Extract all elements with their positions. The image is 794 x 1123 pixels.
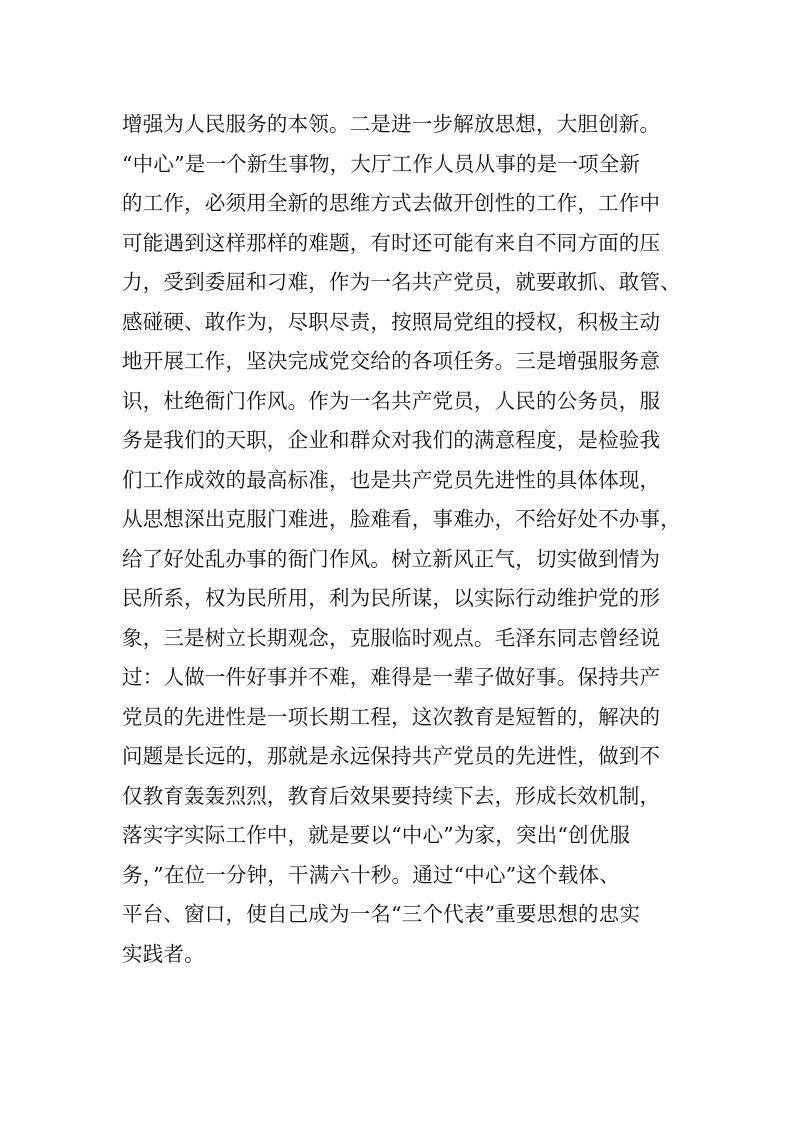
text-line: 务是我们的天职，企业和群众对我们的满意程度，是检验我 [122,428,661,452]
text-line: 仅教育轰轰烈烈，教育后效果要持续下去，形成长效机制， [122,783,661,808]
body-text [122,105,682,974]
text-line: 落实字实际工作中，就是要以“中心”为家，突出“创优服 [122,823,631,847]
text-line: 识，杜绝衙门作风。作为一名共产党员，人民的公务员，服 [122,388,661,413]
text-line: 力，受到委屈和刁难，作为一名共产党员，就要敢抓、敢管、 [122,270,681,294]
text-line: 民所系，权为民所用，利为民所谋，以实际行动维护党的形 [122,586,661,610]
text-line: 从思想深出克服门难进，脸难看，事难办，不给好处不办事， [122,507,681,531]
text-line: 党员的先进性是一项长期工程，这次教育是短暂的，解决的 [122,704,661,729]
text-line: 实践者。 [122,941,205,966]
text-line: 感碰硬、敢作为，尽职尽责，按照局党组的授权，积极主动 [122,309,661,334]
text-line: 给了好处乱办事的衙门作风。树立新风正气，切实做到情为 [122,546,661,571]
text-line: 们工作成效的最高标准，也是共产党员先进性的具体体现， [122,467,661,492]
text-line: 地开展工作，坚决完成党交给的各项任务。三是增强服务意 [122,349,661,373]
text-line: 务，”在位一分钟，干满六十秒。通过“中心”这个载体、 [122,862,620,887]
text-line: 的工作，必须用全新的思维方式去做开创性的工作，工作中 [122,191,661,215]
text-line: 平台、窗口，使自己成为一名“三个代表”重要思想的忠实 [122,902,641,926]
text-line: 象，三是树立长期观念，克服临时观点。毛泽东同志曾经说 [122,625,661,650]
text-line: “中心”是一个新生事物，大厅工作人员从事的是一项全新 [122,151,641,176]
text-line: 可能遇到这样那样的难题，有时还可能有来自不同方面的压 [122,230,661,255]
text-line: 增强为人民服务的本领。二是进一步解放思想，大胆创新。 [122,112,661,136]
text-line: 问题是长远的，那就是永远保持共产党员的先进性，做到不 [122,744,661,768]
text-line: 过：人做一件好事并不难，难得是一辈子做好事。保持共产 [122,665,661,689]
